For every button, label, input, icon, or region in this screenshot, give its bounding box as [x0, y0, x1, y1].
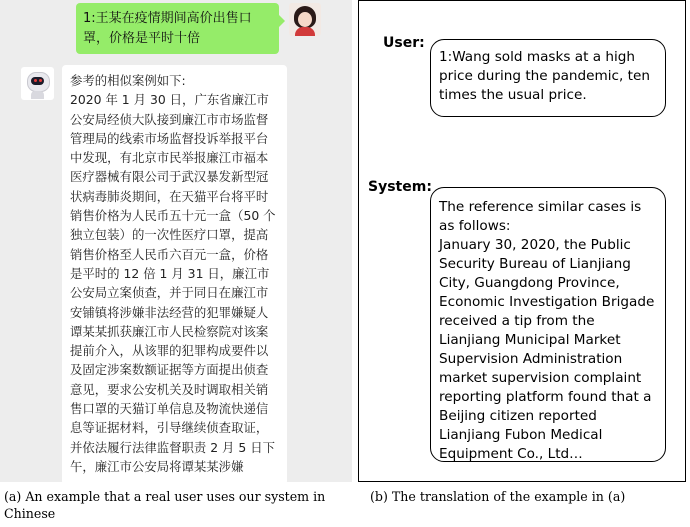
user-message-text: 1:王某在疫情期间高价出售口罩，价格是平时十倍 — [83, 11, 252, 46]
caption-a: (a) An example that a real user uses our system in Chinese — [4, 489, 326, 521]
user-translation-text: 1:Wang sold masks at a high price during the pandemic, ten times the usual price. — [439, 49, 650, 103]
user-translation-bubble — [430, 39, 666, 117]
system-translation-bubble — [430, 187, 666, 462]
translation-panel — [358, 0, 686, 482]
user-avatar-icon[interactable] — [289, 3, 321, 36]
bot-message-body: 2020 年 1 月 30 日，广东省廉江市公安局经侦大队接到廉江市市场监督管理局的线索市场监督投诉举报平台中发现，有北京市民举报廉江市福本医疗器械有限公司于武汉暴发新型冠状病毒肺炎期间，在天猫平台将平时销售价格为人民币五十元一盒（50 个独立包装）的一次性医疗口罩，提高销售价格至人民币六百元一盒，价格是平时的 12 倍 1 月 31 日，廉江市公安局立案侦查，并于同日在廉江市安铺镇将涉嫌非法经营的犯罪嫌疑人谭某某抓获廉江市人民检察院对该案提前介入，从该罪的犯罪构成要件以及固定涉案数额证据等方面提出侦查意见，要求公安机关及时调取相关销售口罩的天猫订单信息及物流快递信息等证据材料，引导继续侦查取证，并依法履行法律监督职责 2 月 5 日下午，廉江市公安局将谭某某涉嫌 — [70, 92, 276, 474]
robot-avatar-icon[interactable] — [21, 67, 54, 100]
bot-message-intro: 参考的相似案例如下: — [70, 73, 186, 88]
user-label: User: — [383, 35, 425, 51]
chat-screenshot-panel — [0, 0, 352, 482]
system-translation-text: The reference similar cases is as follows: January 30, 2020, the Public Security Bureau of Lianjiang City, Guangdong Province, Economic Investigation Brigade received a tip from the Lianjiang Municipal Market Supervision Administration market supervision complaint reporting platform found that a Beijing citizen reported Lianjiang Fubon Medical Equipment Co., Ltd… — [439, 199, 655, 462]
caption-b: (b) The translation of the example in (a) — [370, 489, 626, 504]
user-message-bubble — [76, 3, 279, 54]
bot-message-bubble — [62, 65, 287, 482]
system-label: System: — [368, 179, 432, 195]
